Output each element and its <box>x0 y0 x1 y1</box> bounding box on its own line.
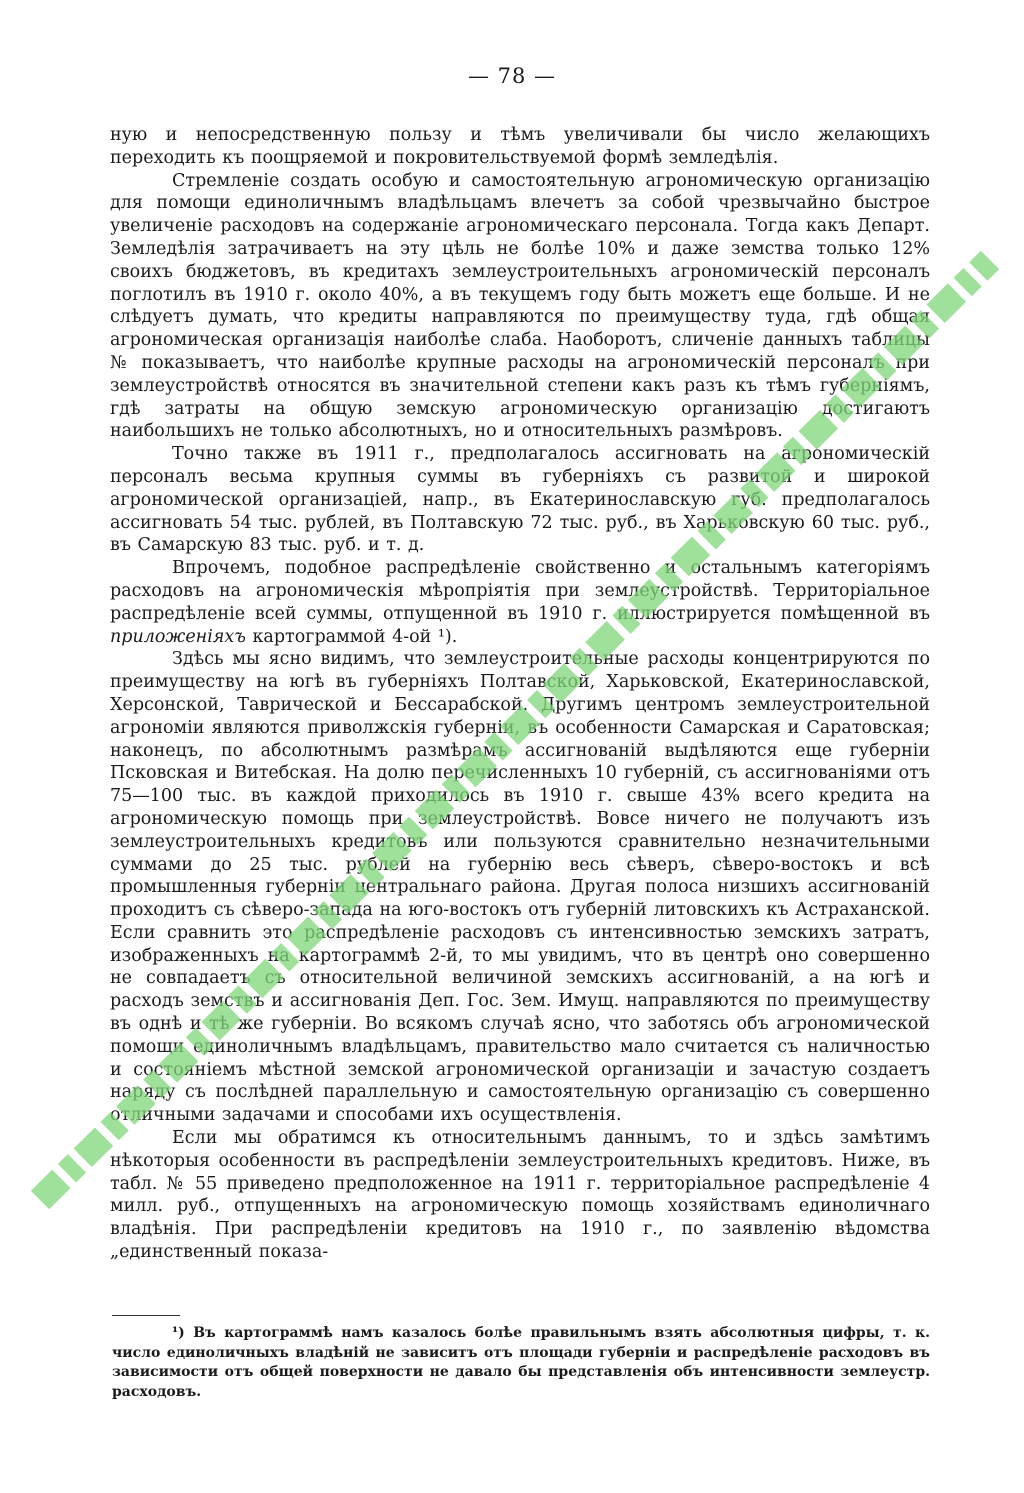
paragraph-1: ную и непосредственную пользу и тѣмъ увеличивали бы число желающихъ переходить къ поощряемой и покровительствуемой формѣ земледѣлія. <box>110 125 930 168</box>
paragraph-5: Здѣсь мы ясно видимъ, что землеустроительные расходы концентрируются по преимуществу на югѣ въ губерніяхъ Полтавской, Харьковской, Екатеринославской, Херсонской, Таврической и Бессарабской. Другимъ центромъ землеустроительной агрономіи являются приволжскія губерніи, въ особенности Самарская и Саратовская; наконецъ, по абсолютнымъ размѣрамъ ассигнованій выдѣляются еще губерніи Псковская и Витебская. На долю перечисленныхъ 10 губерній, съ ассигнованіями отъ 75—100 тыс. въ каждой приходилось въ 1910 г. свыше 43% всего кредита на агрономическую помощь при землеустройствѣ. Вовсе ничего не получаютъ изъ землеустроительныхъ кредитовъ или пользуются сравнительно незначительными суммами до 25 тыс. рублей на губернію весь сѣверъ, сѣверо-востокъ и всѣ промышленныя губерніи центральнаго района. Другая полоса низшихъ ассигнованій проходитъ съ сѣверо-запада на юго-востокъ отъ губерній литовскихъ къ Астраханской. Если сравнить это распредѣленіе расходовъ съ интенсивностью земскихъ затратъ, изображенныхъ на картограммѣ 2-й, то мы увидимъ, что въ центрѣ оно совершенно не совпадаетъ съ относительной величиной земскихъ ассигнованій, а на югѣ и расходъ земствъ и ассигнованія Деп. Гос. Зем. Имущ. направляются по преимуществу въ однѣ и тѣ же губерніи. Во всякомъ случаѣ ясно, что заботясь объ агрономической помощи единоличнымъ владѣльцамъ, правительство мало считается съ наличностью и состояніемъ мѣстной земской агрономической организаціи и зачастую создаетъ наряду съ послѣдней параллельную и самостоятельную организацію съ совершенно отличными задачами и способами ихъ осуществленія. <box>110 649 930 1126</box>
paragraph-4-text: Впрочемъ, подобное распредѣленіе свойственно и остальнымъ категоріямъ расходовъ на агрономическія мѣропріятія при землеустройствѣ. Территоріальное распредѣленіе всей суммы, отпущенной въ 1910 г. иллюстрируется помѣщенной въ <box>110 558 930 624</box>
footnote-divider <box>112 1315 180 1316</box>
body-text <box>110 124 930 1264</box>
paragraph-4 <box>110 557 930 648</box>
appendix-reference: приложеніяхъ <box>110 626 246 647</box>
paragraph-2: Стремленіе создать особую и самостоятельную агрономическую организацію для помощи единоличнымъ владѣльцамъ влечетъ за собой чрезвычайно быстрое увеличеніе расходовъ на содержаніе агрономическаго персонала. Тогда какъ Департ. Земледѣлія затрачиваетъ на эту цѣль не болѣе 10% и даже земства только 12% своихъ бюджетовъ, въ кредитахъ землеустроительныхъ агрономическій персоналъ поглотилъ въ 1910 г. около 40%, а въ текущемъ году быть можетъ еще больше. И не слѣдуетъ думать, что кредиты направляются по преимуществу туда, гдѣ общая агрономическая организація наиболѣе слаба. Наоборотъ, сличеніе данныхъ таблицы № показываетъ, что наиболѣе крупные расходы на агрономическій персоналъ при землеустройствѣ относятся въ значительной степени какъ разъ къ тѣмъ губерніямъ, гдѣ затраты на общую земскую агрономическую организацію достигаютъ наибольшихъ не только абсолютныхъ, но и относительныхъ размѣровъ. <box>110 170 930 442</box>
paragraph-4-tail: картограммой 4-ой ¹). <box>245 626 458 647</box>
paragraph-6: Если мы обратимся къ относительнымъ даннымъ, то и здѣсь замѣтимъ нѣкоторыя особенности въ распредѣленіи землеустроительныхъ кредитовъ. Ниже, въ табл. № 55 приведено предположенное на 1911 г. территоріальное распредѣленіе 4 милл. руб., отпущенныхъ на агрономическую помощь хозяйствамъ единоличнаго владѣнія. При распредѣленіи кредитовъ на 1910 г., по заявленію вѣдомства „единственный показа- <box>110 1128 930 1263</box>
page-number: — 78 — <box>467 64 557 88</box>
footnote: ¹) Въ картограммѣ намъ казалось болѣе правильнымъ взять абсолютныя цифры, т. к. число единоличныхъ владѣній не зависитъ отъ площади губерніи и распредѣленіе расходовъ въ зависимости отъ общей поверхности не давало бы представленія объ интенсивности землеустр. расходовъ. <box>112 1325 930 1400</box>
paragraph-3: Точно также въ 1911 г., предполагалось ассигновать на агрономическій персоналъ весьма крупныя суммы въ губерніяхъ съ развитой и широкой агрономической организаціей, напр., въ Екатеринославскую губ. предполагалось ассигновать 54 тыс. рублей, въ Полтавскую 72 тыс. руб., въ Харьковскую 60 тыс. руб., въ Самарскую 83 тыс. руб. и т. д. <box>110 444 930 556</box>
